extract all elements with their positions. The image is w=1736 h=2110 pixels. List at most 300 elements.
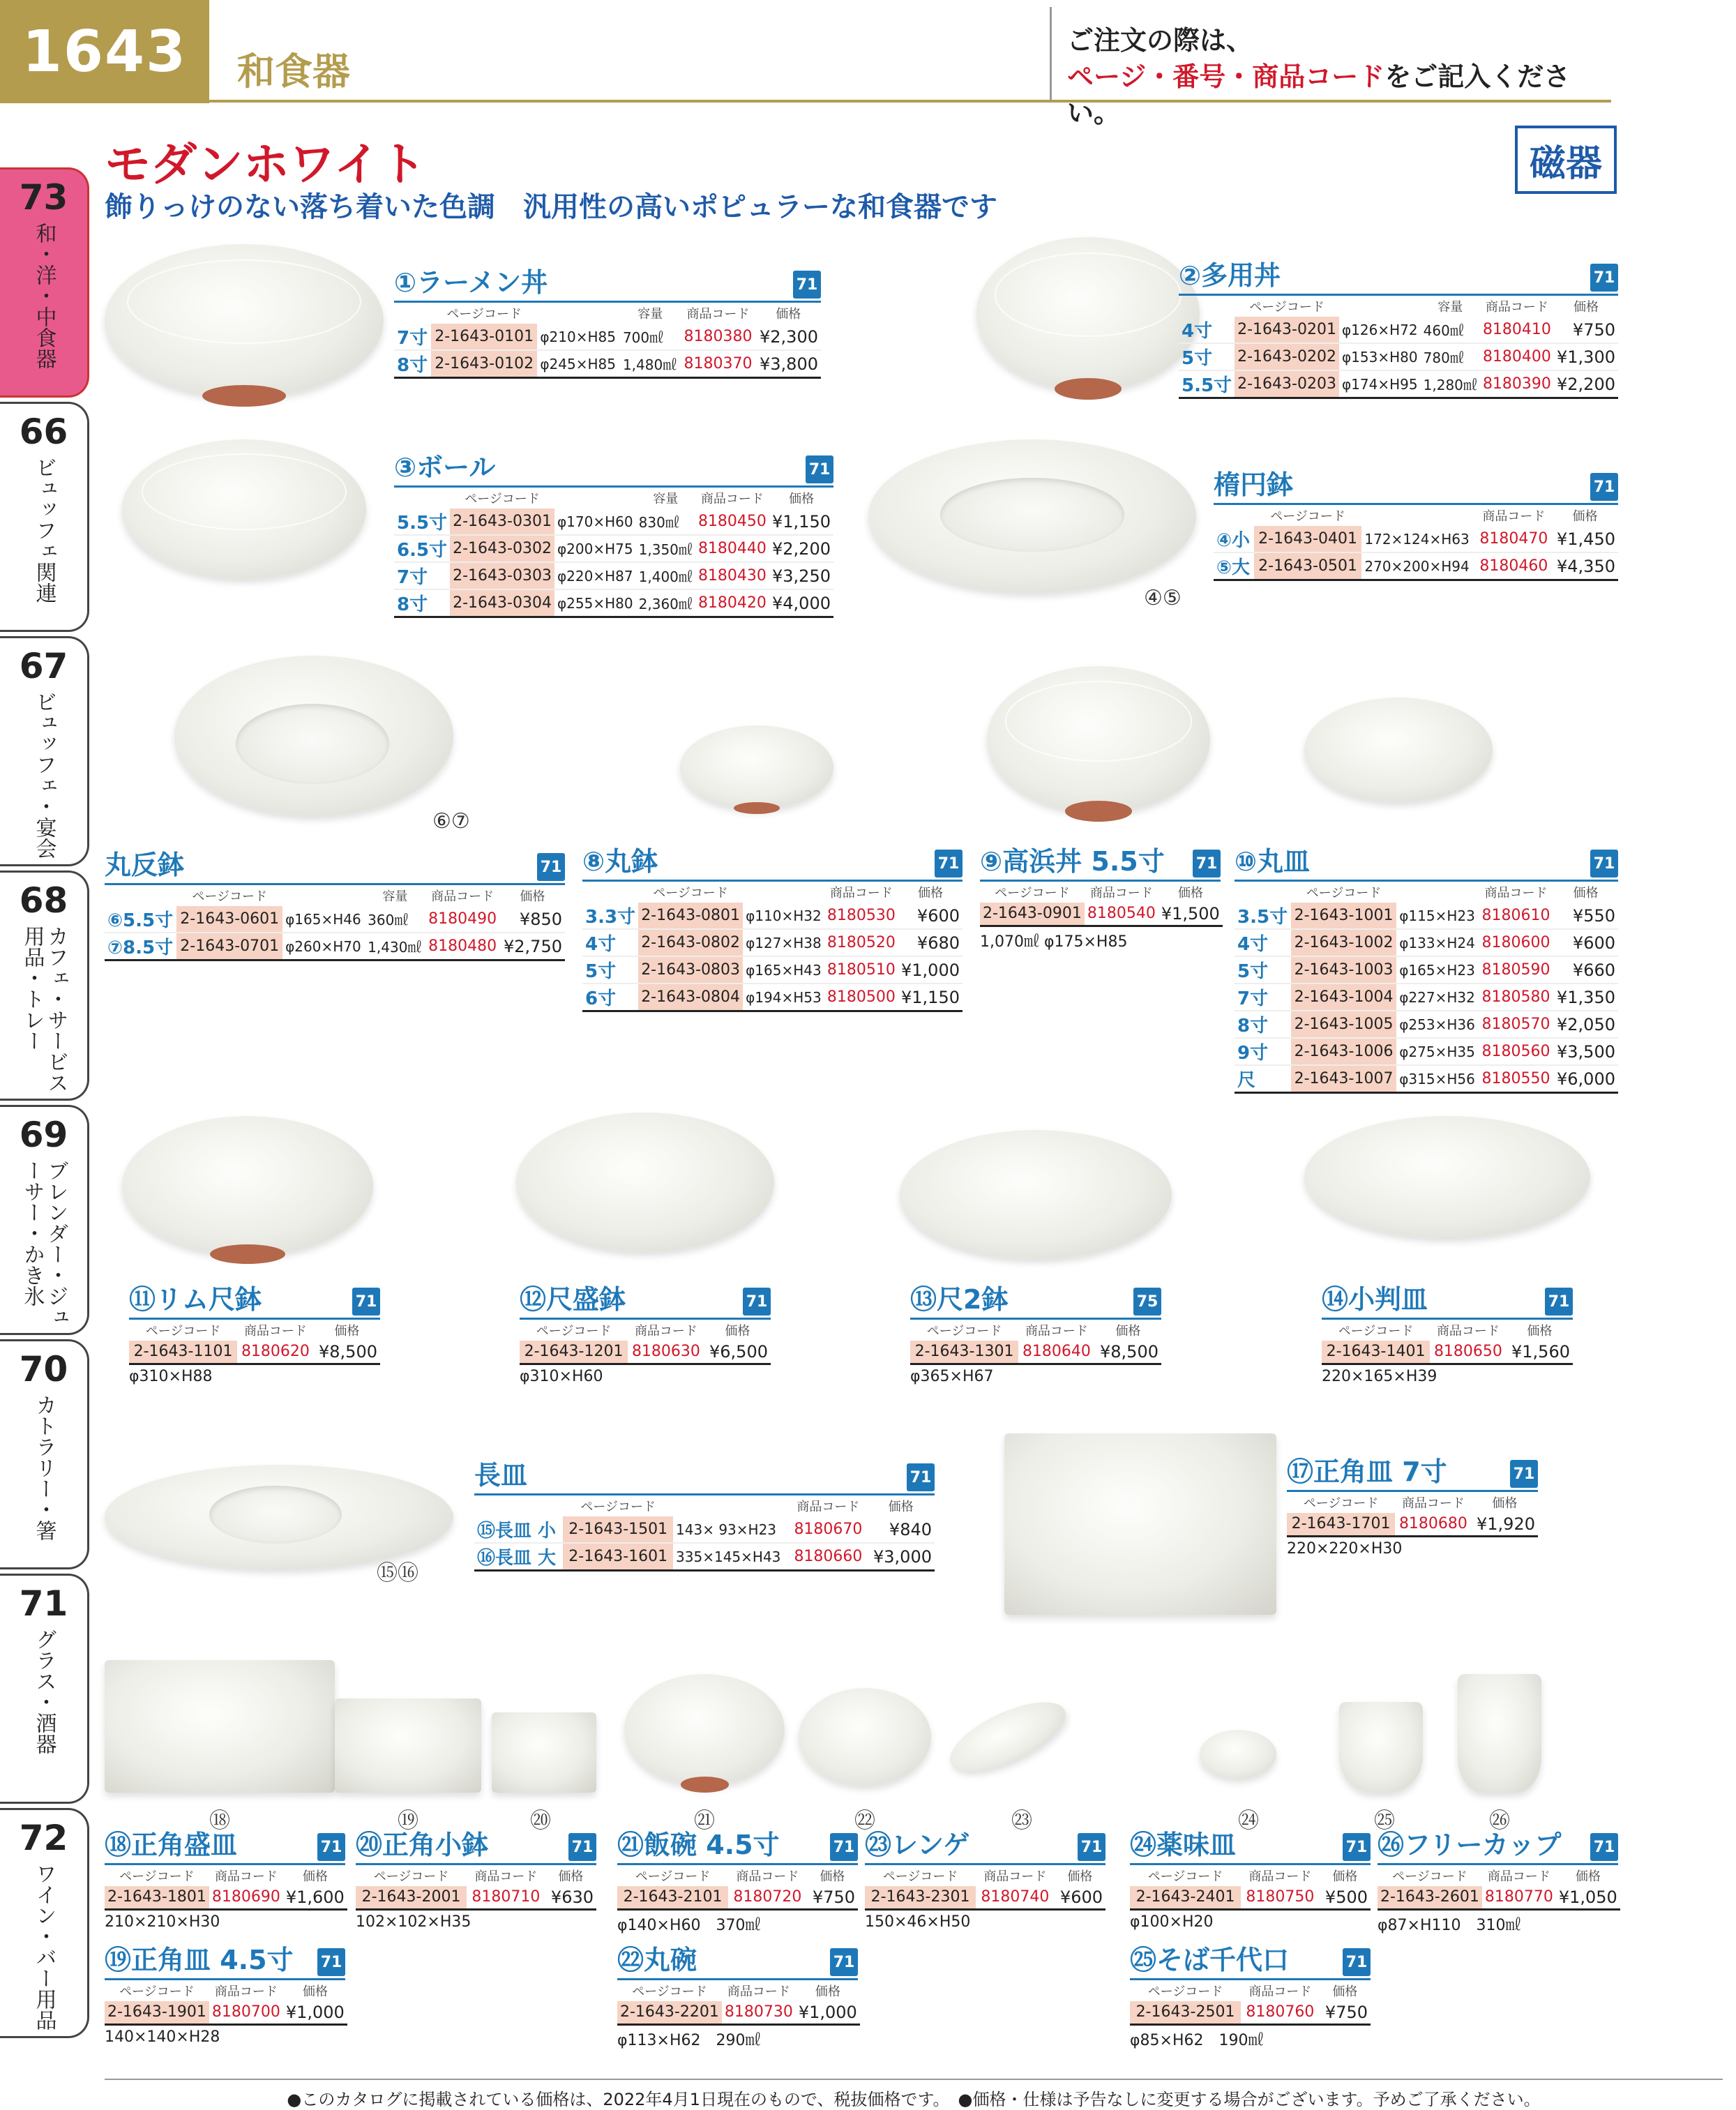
spec-note: φ365×H67 xyxy=(910,1367,994,1385)
product-code: 8180660 xyxy=(790,1543,868,1571)
product-photo-long-plates xyxy=(105,1465,453,1569)
product-title xyxy=(980,844,1221,882)
product-code: 8180450 xyxy=(695,508,769,535)
product-photo-free-cup xyxy=(1458,1674,1541,1793)
product-block-maruzori xyxy=(105,847,565,961)
price-table xyxy=(980,882,1223,927)
col-header: 商品コード xyxy=(634,1324,697,1339)
spec-note: φ100×H20 xyxy=(1130,1913,1214,1931)
product-block-rim-bowl xyxy=(129,1282,380,1385)
dimensions: 335×145×H43 xyxy=(673,1543,790,1571)
product-title-text: ⑲正角皿 4.5寸 xyxy=(105,1945,294,1975)
product-code: 8180520 xyxy=(824,929,898,956)
spec-note: φ310×H60 xyxy=(520,1367,603,1385)
price: ¥2,300 xyxy=(755,324,821,350)
col-header: 価格 xyxy=(1332,1984,1358,1999)
col-header: ページコード xyxy=(192,889,268,904)
product-block-square-plate-45 xyxy=(105,1943,345,2046)
product-photo-round-plate xyxy=(1304,698,1493,802)
price: ¥4,350 xyxy=(1552,552,1618,580)
page-code: 2-1643-1003 xyxy=(1291,956,1396,984)
product-code: 8180490 xyxy=(425,906,500,933)
col-header: ページコード xyxy=(1147,1984,1223,1999)
product-title-text: ⑪リム尺鉢 xyxy=(129,1284,262,1315)
product-photo-maru-bowl xyxy=(680,725,833,809)
col-header: 価格 xyxy=(334,1324,360,1339)
size: 8寸 xyxy=(1235,1011,1291,1038)
size: 5寸 xyxy=(1235,956,1291,984)
size: 8寸 xyxy=(394,589,450,617)
col-header: 価格 xyxy=(302,1869,328,1884)
page-code: 2-1643-0901 xyxy=(980,903,1085,926)
spec-note: φ310×H88 xyxy=(129,1367,213,1385)
photo-caption-18: ⑱ xyxy=(209,1809,230,1833)
product-photo-round-bowl xyxy=(799,1688,931,1786)
price: ¥1,150 xyxy=(769,508,833,535)
price-table xyxy=(105,1865,347,1911)
dimensions: φ245×H85 xyxy=(537,350,620,378)
spec-note: φ85×H62 190㎖ xyxy=(1130,2031,1264,2049)
col-header: 容量 xyxy=(637,307,663,322)
size: 5.5寸 xyxy=(1179,370,1235,398)
spec-note: 140×140×H28 xyxy=(105,2028,220,2046)
table-row xyxy=(1235,956,1618,984)
product-code: 8180720 xyxy=(728,1886,807,1909)
table-row xyxy=(1322,1341,1573,1364)
price-table xyxy=(129,1320,380,1365)
chapter-badge: 71 xyxy=(935,850,963,877)
tab-number: 71 xyxy=(19,1583,68,1624)
product-title xyxy=(129,1282,380,1320)
spec-note: φ140×H60 370㎖ xyxy=(617,1916,761,1934)
table-row xyxy=(394,589,833,617)
product-code: 8180710 xyxy=(467,1886,545,1909)
col-header: 商品コード xyxy=(1482,509,1546,524)
product-code: 8180690 xyxy=(209,1886,283,1909)
product-title-text: ㉕そば千代口 xyxy=(1130,1945,1290,1975)
table-row xyxy=(394,324,821,350)
product-title-text: 楕円鉢 xyxy=(1214,469,1294,500)
chapter-badge: 71 xyxy=(1590,850,1618,877)
product-title xyxy=(356,1828,596,1865)
product-title-text: ①ラーメン丼 xyxy=(394,267,548,298)
product-photo-ramen-bowl xyxy=(105,244,384,398)
col-header: ページコード xyxy=(1338,1324,1414,1339)
product-code: 8180550 xyxy=(1479,1065,1553,1093)
table-row xyxy=(1235,929,1618,956)
size: ⑥5.5寸 xyxy=(105,906,176,933)
col-header: 商品コード xyxy=(686,307,750,322)
price-table xyxy=(582,882,963,1012)
price: ¥2,750 xyxy=(500,933,565,960)
price: ¥8,500 xyxy=(1095,1341,1161,1364)
product-block-ramen-bowl xyxy=(394,265,821,379)
dimensions: φ165×H23 xyxy=(1396,956,1479,984)
dimensions: φ255×H80 xyxy=(554,589,636,617)
price: ¥1,450 xyxy=(1552,526,1618,552)
photo-caption-25: ㉕ xyxy=(1374,1809,1395,1833)
product-title xyxy=(865,1828,1105,1865)
tab-68[interactable] xyxy=(0,871,89,1101)
product-photo-yakumi-plate xyxy=(1200,1730,1276,1779)
price: ¥840 xyxy=(867,1516,935,1543)
product-code: 8180370 xyxy=(681,350,756,378)
dimensions: φ127×H38 xyxy=(743,929,824,956)
product-title xyxy=(910,1282,1161,1320)
product-code: 8180650 xyxy=(1430,1341,1507,1364)
product-title-text: ㉔薬味皿 xyxy=(1130,1830,1237,1860)
spec-note: φ113×H62 290㎖ xyxy=(617,2031,761,2049)
tab-73[interactable] xyxy=(0,167,89,398)
product-title-text: ㉖フリーカップ xyxy=(1378,1830,1562,1860)
capacity: 1,400㎖ xyxy=(636,562,695,589)
size: 5寸 xyxy=(1179,343,1235,370)
tab-label: カトラリー・箸 xyxy=(31,1394,56,1541)
product-block-koban-plate xyxy=(1322,1282,1573,1385)
tab-label: カフェ・サービス用品・トレー xyxy=(20,926,68,1093)
product-block-soba-choko xyxy=(1130,1943,1371,2050)
size: 4寸 xyxy=(1235,929,1291,956)
page-number: 1643 xyxy=(0,0,209,103)
page-code: 2-1643-1007 xyxy=(1291,1065,1396,1093)
col-header: 価格 xyxy=(788,492,814,506)
col-header: 価格 xyxy=(820,1869,845,1884)
chapter-badge: 71 xyxy=(1510,1460,1538,1488)
inner-oval-bowl xyxy=(940,478,1124,552)
dimensions: φ210×H85 xyxy=(537,324,620,350)
page-code: 2-1643-1501 xyxy=(563,1516,673,1543)
photo-caption-19: ⑲ xyxy=(398,1809,418,1833)
size: 3.3寸 xyxy=(582,903,638,929)
page-code: 2-1643-0804 xyxy=(638,984,743,1011)
size: 3.5寸 xyxy=(1235,903,1291,929)
page-code: 2-1643-1006 xyxy=(1291,1038,1396,1065)
product-title xyxy=(1235,844,1618,882)
tab-number: 70 xyxy=(19,1349,68,1389)
table-row xyxy=(582,984,963,1011)
photo-caption-6-7: ⑥⑦ xyxy=(432,809,470,834)
col-header: 商品コード xyxy=(983,1869,1047,1884)
price-table xyxy=(617,1980,860,2026)
chapter-badge: 75 xyxy=(1133,1288,1161,1316)
table-row xyxy=(520,1341,771,1364)
product-code: 8180700 xyxy=(209,2001,283,2024)
page-code: 2-1643-1201 xyxy=(520,1341,628,1364)
price: ¥850 xyxy=(500,906,565,933)
photo-caption-22: ㉒ xyxy=(854,1809,875,1833)
table-row xyxy=(105,2001,347,2024)
table-row xyxy=(617,1886,858,1909)
size: ⑯長皿 大 xyxy=(474,1543,563,1571)
product-code: 8180420 xyxy=(695,589,769,617)
price: ¥4,000 xyxy=(769,589,833,617)
series-title: モダンホワイト xyxy=(105,137,426,191)
page-code: 2-1643-0801 xyxy=(638,903,743,929)
page-code: 2-1643-0601 xyxy=(176,906,282,933)
table-row xyxy=(1179,343,1618,370)
col-header: ページコード xyxy=(119,1984,195,1999)
col-header: ページコード xyxy=(465,492,540,506)
spec-note: 220×165×H39 xyxy=(1322,1367,1437,1385)
chapter-badge: 71 xyxy=(1590,1833,1618,1861)
table-row xyxy=(1214,526,1618,552)
page-code: 2-1643-1001 xyxy=(1291,903,1396,929)
product-block-free-cup xyxy=(1378,1828,1618,1935)
product-title xyxy=(105,1828,345,1865)
size: ⑤大 xyxy=(1214,552,1254,580)
size: 7寸 xyxy=(1235,984,1291,1011)
product-code: 8180740 xyxy=(976,1886,1055,1909)
product-block-long-plate xyxy=(474,1458,935,1572)
size: 6寸 xyxy=(582,984,638,1011)
page-code: 2-1643-0501 xyxy=(1254,552,1362,580)
table-row xyxy=(1130,2001,1371,2024)
table-row xyxy=(582,956,963,984)
tab-70[interactable] xyxy=(0,1339,89,1569)
product-title xyxy=(1322,1282,1573,1320)
price-table xyxy=(1130,1865,1371,1911)
product-block-yakumi-plate xyxy=(1130,1828,1371,1931)
col-header: 商品コード xyxy=(1248,1869,1312,1884)
product-title xyxy=(394,265,821,303)
product-title xyxy=(617,1828,858,1865)
tab-69[interactable] xyxy=(0,1105,89,1335)
col-header: 商品コード xyxy=(474,1869,538,1884)
product-code: 8180380 xyxy=(681,324,756,350)
dimensions: φ165×H46 xyxy=(282,906,365,933)
price: ¥600 xyxy=(898,903,963,929)
glaze-highlight xyxy=(127,259,361,344)
price: ¥750 xyxy=(807,1886,858,1909)
inner-small-bowl xyxy=(236,704,389,784)
table-row xyxy=(1235,903,1618,929)
capacity: 1,430㎖ xyxy=(365,933,425,960)
price-table xyxy=(1322,1320,1573,1365)
price-table xyxy=(474,1495,935,1572)
product-title xyxy=(1130,1828,1371,1865)
capacity: 1,480㎖ xyxy=(620,350,681,378)
photo-caption-24: ㉔ xyxy=(1238,1809,1259,1833)
page-code: 2-1643-1002 xyxy=(1291,929,1396,956)
price-table xyxy=(394,303,821,379)
product-code: 8180470 xyxy=(1476,526,1552,552)
tab-number: 66 xyxy=(19,412,68,452)
col-header: 容量 xyxy=(382,889,408,904)
price-table xyxy=(394,488,833,618)
tab-number: 72 xyxy=(19,1818,68,1858)
price-table xyxy=(1130,1980,1371,2026)
price: ¥1,560 xyxy=(1507,1341,1573,1364)
price: ¥660 xyxy=(1553,956,1618,984)
price-table xyxy=(910,1320,1161,1365)
table-row xyxy=(617,2001,860,2024)
product-block-round-plate xyxy=(1235,844,1618,1094)
dimensions: φ170×H60 xyxy=(554,508,636,535)
table-row xyxy=(1179,317,1618,343)
product-photo-maruzori-bowls xyxy=(174,656,453,816)
dimensions: φ174×H95 xyxy=(1339,370,1421,398)
page-code: 2-1643-1005 xyxy=(1291,1011,1396,1038)
chapter-badge: 71 xyxy=(1545,1288,1573,1316)
spec-note: 220×220×H30 xyxy=(1287,1539,1403,1558)
spec-note: 150×46×H50 xyxy=(865,1913,971,1931)
price: ¥3,500 xyxy=(1553,1038,1618,1065)
table-row xyxy=(1235,1011,1618,1038)
product-code: 8180560 xyxy=(1479,1038,1553,1065)
tab-71[interactable] xyxy=(0,1574,89,1804)
size: 6.5寸 xyxy=(394,535,450,562)
tab-number: 69 xyxy=(19,1115,68,1155)
product-photo-takahama-don xyxy=(987,666,1210,813)
capacity: 1,350㎖ xyxy=(636,535,695,562)
product-code: 8180540 xyxy=(1085,903,1158,926)
chapter-badge: 71 xyxy=(1343,1948,1371,1976)
spec-note: φ87×H110 310㎖ xyxy=(1378,1916,1521,1934)
photo-caption-15-16: ⑮⑯ xyxy=(377,1561,418,1585)
col-header: 容量 xyxy=(653,492,679,506)
dimensions: φ200×H75 xyxy=(554,535,636,562)
chapter-badge: 71 xyxy=(1193,850,1221,877)
product-code: 8180670 xyxy=(790,1516,868,1543)
table-row xyxy=(394,508,833,535)
tab-67[interactable] xyxy=(0,636,89,866)
product-block-mori-bowl xyxy=(520,1282,771,1385)
table-row xyxy=(105,933,565,960)
photo-caption-23: ㉓ xyxy=(1011,1809,1032,1833)
product-code: 8180730 xyxy=(722,2001,796,2024)
table-row xyxy=(394,350,821,378)
page-code: 2-1643-0203 xyxy=(1235,370,1339,398)
product-title-text: ㉒丸碗 xyxy=(617,1945,697,1975)
price: ¥600 xyxy=(1055,1886,1105,1909)
price: ¥630 xyxy=(545,1886,596,1909)
size: 5寸 xyxy=(582,956,638,984)
col-header: 価格 xyxy=(1527,1324,1553,1339)
page-code: 2-1643-1301 xyxy=(910,1341,1018,1364)
product-code: 8180510 xyxy=(824,956,898,984)
col-header: ページコード xyxy=(1303,1496,1379,1511)
product-block-shaku2-bowl xyxy=(910,1282,1161,1385)
col-header: 商品コード xyxy=(214,1869,278,1884)
product-photo-rim-bowl xyxy=(122,1116,373,1256)
col-header: ページコード xyxy=(580,1500,656,1514)
product-block-round-bowl xyxy=(617,1943,858,2050)
col-header: 商品コード xyxy=(700,492,764,506)
price: ¥1,500 xyxy=(1158,903,1223,926)
price: ¥1,150 xyxy=(898,984,963,1011)
product-title xyxy=(394,450,833,488)
price-table xyxy=(105,885,565,961)
price: ¥6,000 xyxy=(1553,1065,1618,1093)
product-title-text: ⑰正角皿 7寸 xyxy=(1287,1456,1447,1487)
product-photo-square-small-bowl xyxy=(492,1712,596,1793)
tab-label: ビュッフェ関連 xyxy=(31,457,56,603)
col-header: 価格 xyxy=(1573,300,1599,315)
col-header: 価格 xyxy=(1067,1869,1093,1884)
page-code: 2-1643-2601 xyxy=(1378,1886,1482,1909)
page-code: 2-1643-1401 xyxy=(1322,1341,1430,1364)
col-header: 商品コード xyxy=(1436,1324,1500,1339)
col-header: 商品コード xyxy=(214,1984,278,1999)
page-code: 2-1643-1004 xyxy=(1291,984,1396,1011)
dimensions: φ165×H43 xyxy=(743,956,824,984)
tab-number: 73 xyxy=(19,177,68,218)
dimensions: 172×124×H63 xyxy=(1361,526,1475,552)
product-block-square-plate-7 xyxy=(1287,1454,1538,1558)
photo-caption-21: ㉑ xyxy=(694,1809,715,1833)
product-photo-bowl xyxy=(122,439,366,579)
price: ¥2,050 xyxy=(1553,1011,1618,1038)
capacity: 1,280㎖ xyxy=(1421,370,1480,398)
col-header: 商品コード xyxy=(243,1324,307,1339)
capacity: 700㎖ xyxy=(620,324,681,350)
product-title-text: ⑨高浜丼 5.5寸 xyxy=(980,846,1165,877)
product-photo-shaku2-bowl xyxy=(900,1130,1172,1259)
dimensions: φ126×H72 xyxy=(1339,317,1421,343)
col-header: ページコード xyxy=(373,1869,449,1884)
page-code: 2-1643-0301 xyxy=(450,508,554,535)
product-code: 8180600 xyxy=(1479,929,1553,956)
table-row xyxy=(582,903,963,929)
col-header: ページコード xyxy=(145,1324,221,1339)
table-row xyxy=(394,562,833,589)
tab-label: ワイン・バー用品 xyxy=(31,1863,56,2030)
chapter-badge: 71 xyxy=(1343,1833,1371,1861)
col-header: 商品コード xyxy=(1401,1496,1465,1511)
capacity: 2,360㎖ xyxy=(636,589,695,617)
glaze-highlight xyxy=(1005,681,1193,762)
product-title-text: ㉑飯碗 4.5寸 xyxy=(617,1830,780,1860)
size: 4寸 xyxy=(582,929,638,956)
product-code: 8180480 xyxy=(425,933,500,960)
table-row xyxy=(1235,1038,1618,1065)
section-index-tabs xyxy=(0,167,91,2042)
category-title: 和食器 xyxy=(237,50,350,93)
table-row xyxy=(582,929,963,956)
col-header: 価格 xyxy=(815,1984,840,1999)
bowl-foot xyxy=(681,1777,729,1792)
table-row xyxy=(1130,1886,1371,1909)
price-table xyxy=(105,1980,347,2026)
page-code: 2-1643-2401 xyxy=(1130,1886,1241,1909)
table-row xyxy=(1235,984,1618,1011)
capacity: 460㎖ xyxy=(1421,317,1480,343)
col-header: 価格 xyxy=(1332,1869,1358,1884)
tab-number: 68 xyxy=(19,880,68,921)
table-row xyxy=(1214,552,1618,580)
size: 7寸 xyxy=(394,324,431,350)
chapter-badge: 71 xyxy=(568,1833,596,1861)
product-code: 8180620 xyxy=(237,1341,314,1364)
product-code: 8180570 xyxy=(1479,1011,1553,1038)
price: ¥1,050 xyxy=(1556,1886,1620,1909)
chapter-badge: 71 xyxy=(317,1948,345,1976)
col-header: 価格 xyxy=(1572,509,1598,524)
col-header: 価格 xyxy=(520,889,545,904)
product-title-text: ⑱正角盛皿 xyxy=(105,1830,238,1860)
table-row xyxy=(910,1341,1161,1364)
chapter-badge: 71 xyxy=(1078,1833,1105,1861)
price-table xyxy=(1179,296,1618,399)
order-notice xyxy=(1050,7,1616,128)
tab-72[interactable] xyxy=(0,1808,89,2038)
price-table xyxy=(865,1865,1105,1911)
notice-line1: ご注文の際は、 xyxy=(1067,25,1253,56)
tab-66[interactable] xyxy=(0,402,89,632)
dimensions: φ253×H36 xyxy=(1396,1011,1479,1038)
price: ¥750 xyxy=(1554,317,1618,343)
page-code: 2-1643-2001 xyxy=(356,1886,467,1909)
